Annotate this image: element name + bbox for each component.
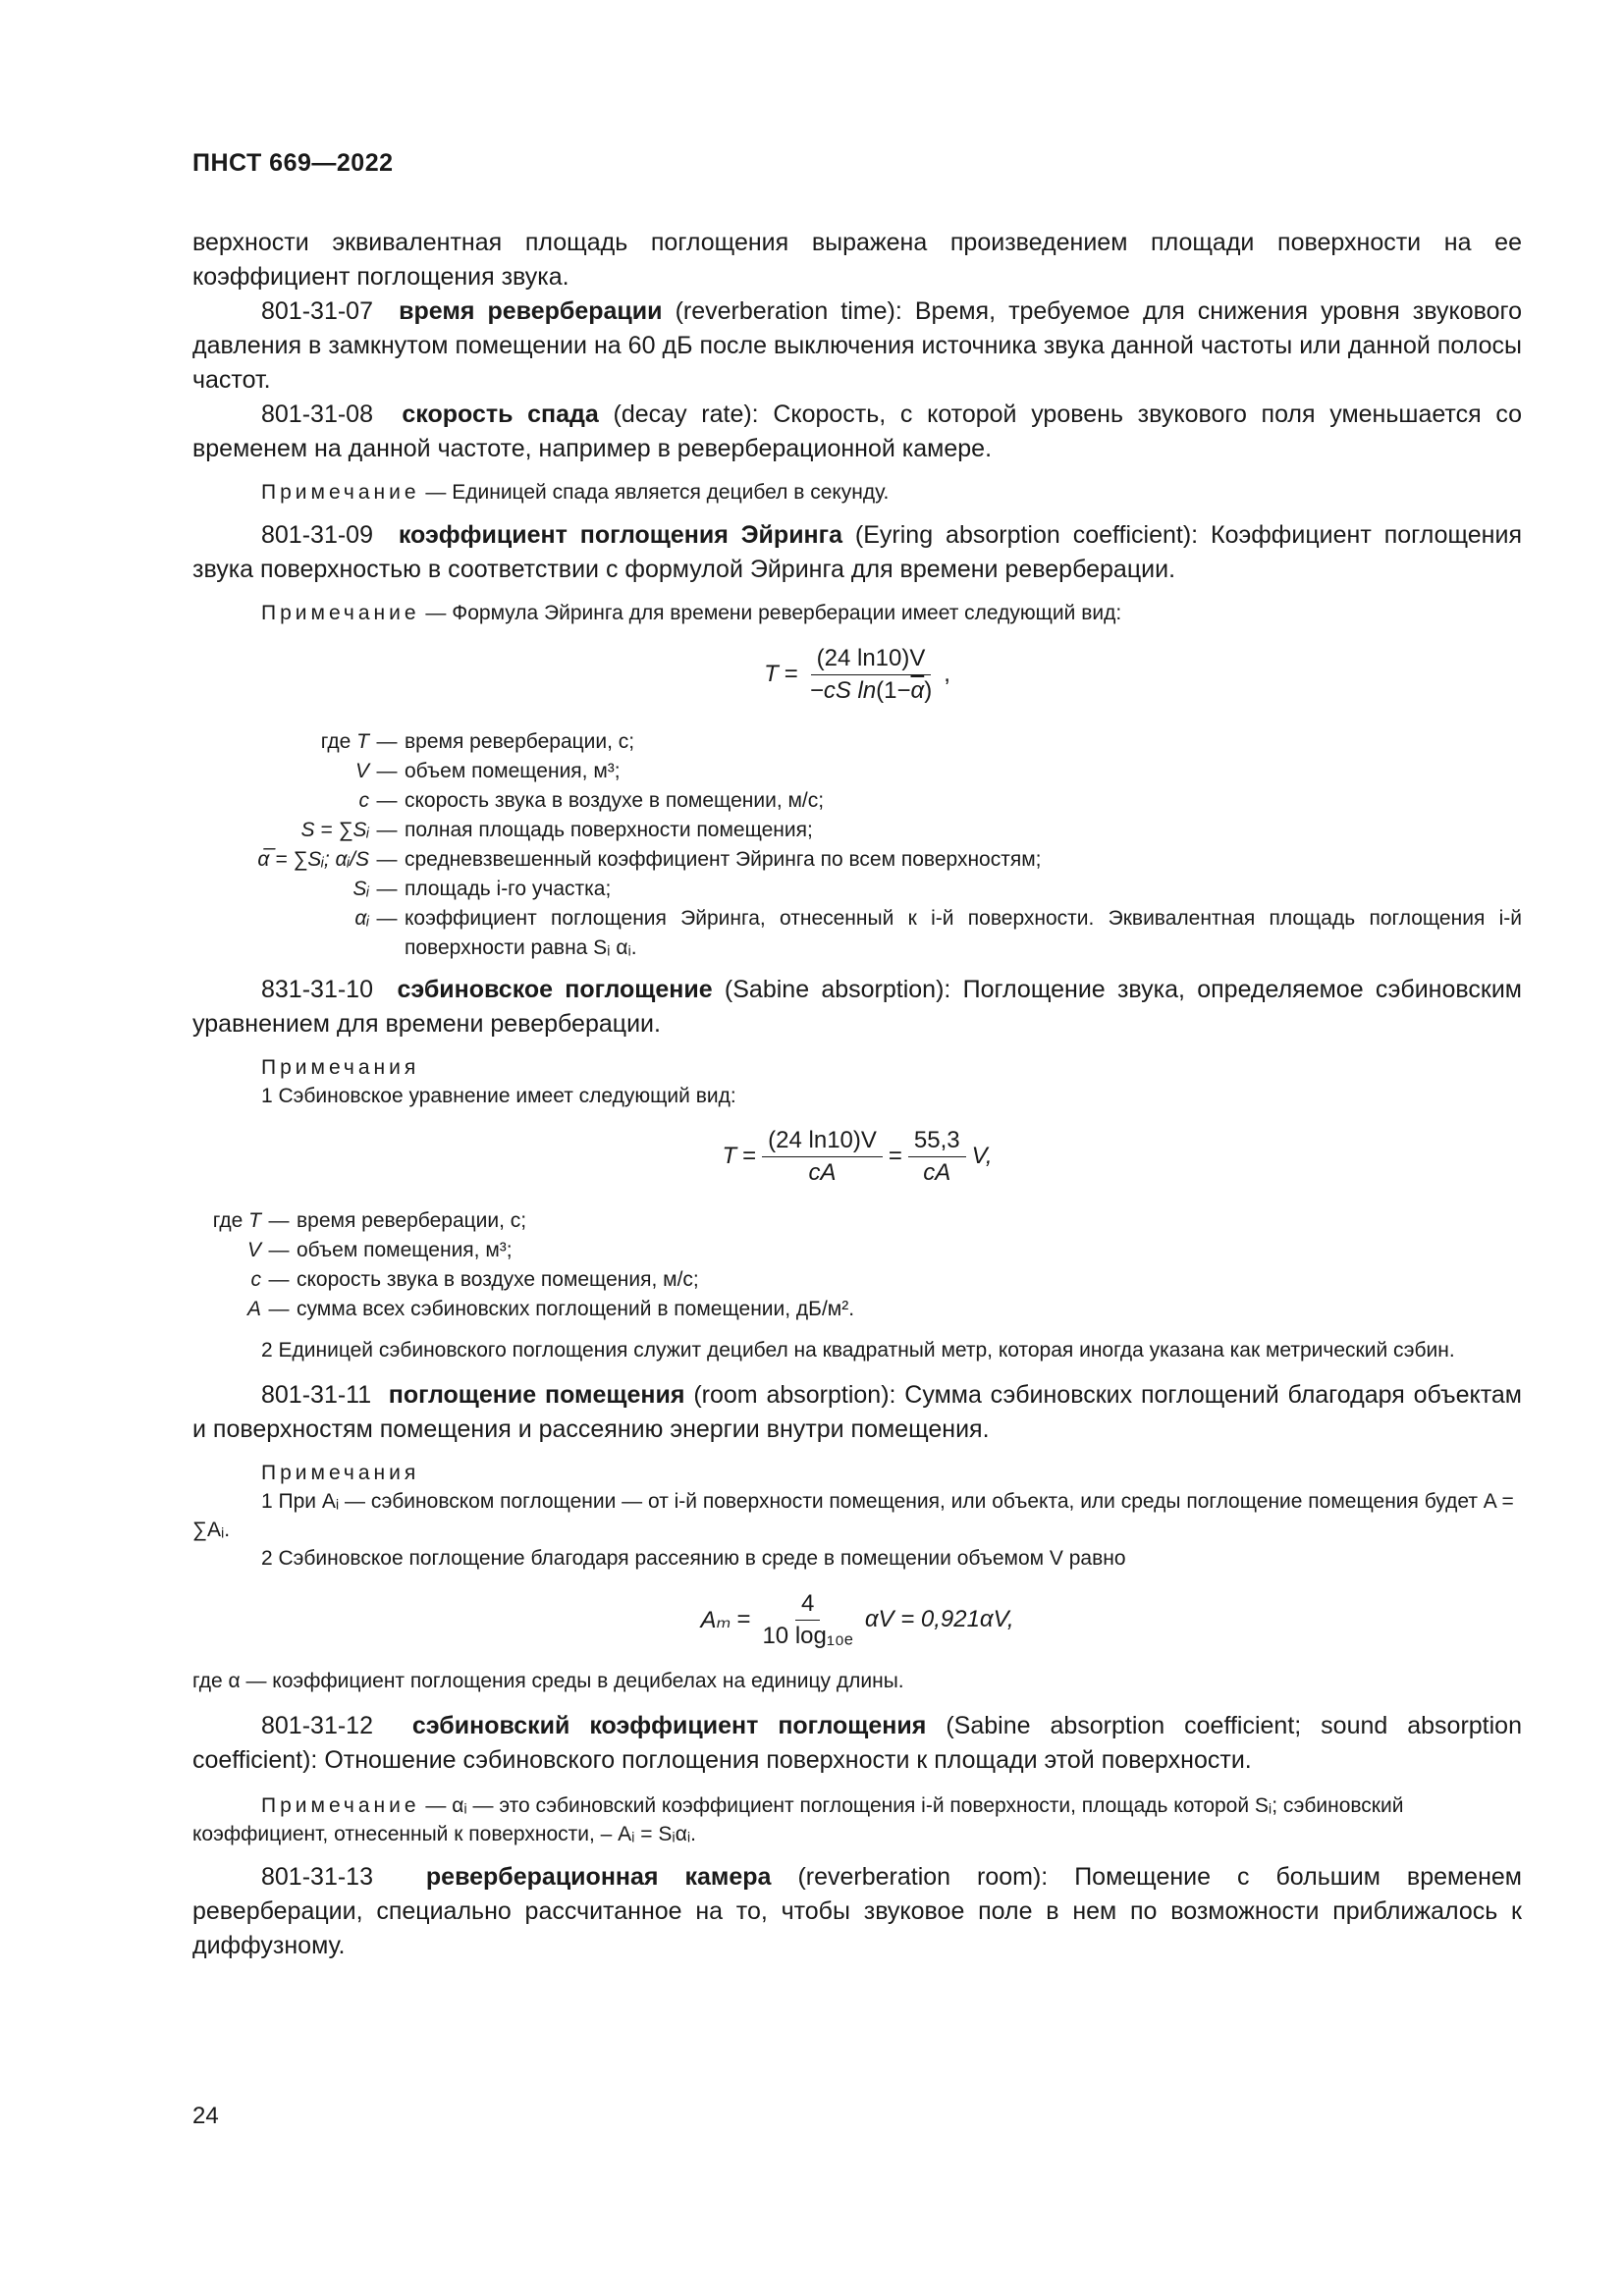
note-sabine-1: 1 Сэбиновское уравнение имеет следующий вид: — [261, 1085, 736, 1107]
definition-row — [173, 816, 1522, 845]
term-text: (Sabine absorption coefficient; sound absorption coefficient): Отношение сэбиновского поглощения поверхности к площади этой поверхности. — [192, 1712, 1522, 1774]
definition-text: коэффициент поглощения Эйринга, отнесенный к i-й поверхности. Эквивалентная площадь поглощения i-й поверхности равна Sᵢ αᵢ. — [405, 907, 1522, 959]
formula-fraction — [804, 645, 938, 705]
note-room-where: где α — коэффициент поглощения среды в децибелах на единицу длины. — [192, 1670, 904, 1692]
page-number: 24 — [192, 2103, 219, 2129]
definition-symbol: S = ∑Sᵢ — [300, 819, 369, 841]
definition-symbol: где T — [320, 730, 369, 753]
term-number: 801-31-12 — [261, 1712, 373, 1739]
definition-symbol: A — [246, 1298, 261, 1320]
definition-dash: — — [376, 789, 398, 812]
definition-row — [173, 845, 1522, 875]
formula-denominator: cA — [808, 1158, 837, 1186]
term-text: (Eyring absorption coefficient): Коэффициент поглощения звука поверхностью в соответствии с формулой Эйринга для времени реверберации. — [192, 521, 1522, 583]
definition-text: сумма всех сэбиновских поглощений в помещении, дБ/м². — [297, 1298, 855, 1320]
formula-tail: , — [944, 661, 950, 687]
definition-row — [192, 1295, 1522, 1324]
definition-row — [173, 904, 1522, 963]
term-title: коэффициент поглощения Эйринга — [398, 521, 842, 549]
note-label: Примечание — [261, 602, 420, 624]
definition-symbol: где T — [212, 1209, 261, 1232]
definition-dash: — — [268, 1239, 290, 1261]
definition-symbol: c — [250, 1268, 261, 1291]
term-title: скорость спада — [402, 400, 599, 428]
term-title: реверберационная камера — [425, 1863, 772, 1891]
note-text: — αᵢ — это сэбиновский коэффициент поглощения i-й поверхности, площадь которой Sᵢ; сэбиновский коэффициент, отнесенный к поверхности, – Aᵢ = Sᵢαᵢ. — [192, 1794, 1404, 1845]
definition-dash: — — [376, 819, 398, 841]
definition-dash: — — [376, 760, 398, 782]
definition-symbol: V — [246, 1239, 261, 1261]
term-number: 801-31-13 — [261, 1863, 373, 1891]
definition-dash: — — [268, 1298, 290, 1320]
term-text: (reverberation room): Помещение с большим временем реверберации, специально рассчитанное на то, чтобы звуковое поле в нем по возможности приближалось к диффузному. — [192, 1863, 1522, 1959]
formula-lhs: Aₘ — [700, 1606, 731, 1633]
note-label: Примечание — [261, 481, 420, 504]
definition-row — [192, 1265, 1522, 1295]
term-text: (decay rate): Скорость, с которой уровень звукового поля уменьшается со временем на данной частоте, например в реверберационной камере. — [192, 400, 1523, 462]
formula-lhs: T — [764, 661, 779, 687]
definition-symbol: c — [358, 789, 369, 812]
formula-numerator: (24 ln10)V — [811, 645, 932, 675]
note-room-1: 1 При Aᵢ — сэбиновском поглощении — от i-й поверхности помещения, или объекта, или среды поглощение помещения будет A = ∑Aᵢ. — [192, 1490, 1514, 1541]
term-801-31-13 — [192, 1860, 1522, 1963]
definition-symbol: αᵢ — [354, 907, 369, 930]
formula-tail: αV = 0,921αV, — [864, 1606, 1014, 1632]
definition-text: объем помещения, м³; — [297, 1239, 513, 1261]
formula-eq: = — [736, 1606, 751, 1632]
definition-row — [192, 1236, 1522, 1265]
formula-fraction-1 — [762, 1127, 883, 1187]
eyring-formula — [192, 635, 1522, 714]
term-831-31-10 — [192, 973, 1522, 1041]
definition-row — [173, 786, 1522, 816]
definition-text: время реверберации, с; — [405, 730, 635, 753]
term-title: сэбиновское поглощение — [397, 976, 713, 1003]
term-number: 831-31-10 — [261, 976, 373, 1003]
notes-label: Примечания — [261, 1056, 420, 1079]
medium-absorption-formula — [192, 1580, 1522, 1659]
formula-eq: = — [784, 661, 798, 687]
term-801-31-09 — [192, 518, 1522, 587]
formula-denominator: cA — [923, 1158, 951, 1186]
note-sabine-coef — [192, 1791, 1522, 1848]
formula-lhs: T — [722, 1143, 737, 1169]
term-number: 801-31-09 — [261, 521, 373, 549]
eyring-definitions — [173, 727, 1522, 963]
term-number: 801-31-11 — [261, 1381, 372, 1409]
definition-text: полная площадь поверхности помещения; — [405, 819, 813, 841]
definition-dash: — — [268, 1268, 290, 1291]
term-801-31-08 — [192, 398, 1522, 466]
term-text: (reverberation time): Время, требуемое для снижения уровня звукового давления в замкнутом помещении на 60 дБ после выключения источника звука данной частоты или данной полосы частот. — [192, 297, 1522, 394]
note-room-2: 2 Сэбиновское поглощение благодаря рассеянию в среде в помещении объемом V равно — [261, 1547, 1126, 1570]
sabine-formula — [192, 1116, 1522, 1197]
definition-text: объем помещения, м³; — [405, 760, 621, 782]
definition-dash: — — [376, 878, 398, 900]
term-title: поглощение помещения — [388, 1381, 685, 1409]
definition-dash: — — [376, 907, 398, 930]
formula-fraction — [756, 1590, 858, 1650]
note-label: Примечание — [261, 1794, 420, 1817]
formula-denominator: −cS $\ln(1-\overline{\alpha})$ — [809, 676, 933, 704]
definition-dash: — — [376, 730, 398, 753]
note-decay — [192, 478, 1522, 507]
term-number: 801-31-08 — [261, 400, 373, 428]
definition-text: скорость звука в воздухе в помещении, м/с; — [405, 789, 825, 812]
definition-row — [192, 1206, 1522, 1236]
definition-row — [173, 875, 1522, 904]
definition-symbol: Sᵢ — [352, 878, 369, 900]
definition-symbol: α̅ = ∑Sᵢ; αᵢ/S — [257, 848, 369, 871]
term-text: (Sabine absorption): Поглощение звука, определяемое сэбиновским уравнением для времени реверберации. — [192, 976, 1522, 1038]
term-text: (room absorption): Сумма сэбиновских поглощений благодаря объектам и поверхностям помещения и рассеянию энергии внутри помещения. — [192, 1381, 1522, 1443]
definition-symbol: V — [354, 760, 369, 782]
formula-eq: = — [742, 1143, 757, 1169]
definition-text: время реверберации, с; — [297, 1209, 527, 1232]
formula-eq-2: = — [888, 1143, 902, 1169]
formula-numerator: (24 ln10)V — [762, 1127, 883, 1157]
term-title: сэбиновский коэффициент поглощения — [411, 1712, 927, 1739]
definition-text: площадь i-го участка; — [405, 878, 612, 900]
note-sabine-2: 2 Единицей сэбиновского поглощения служит децибел на квадратный метр, которая иногда указана как метрический сэбин. — [261, 1339, 1455, 1362]
formula-denominator: 10 log₁₀ₑ — [762, 1622, 853, 1649]
definition-text: средневзвешенный коэффициент Эйринга по всем поверхностям; — [405, 848, 1042, 871]
term-801-31-07 — [192, 294, 1522, 398]
formula-fraction-2 — [908, 1127, 966, 1187]
note-text: — Формула Эйринга для времени реверберации имеет следующий вид: — [425, 602, 1122, 624]
term-801-31-12 — [192, 1709, 1522, 1778]
term-number: 801-31-07 — [261, 297, 373, 325]
term-title: время реверберации — [399, 297, 663, 325]
intro-paragraph: верхности эквивалентная площадь поглощения выражена произведением площади поверхности на ее коэффициент поглощения звука. — [192, 229, 1522, 291]
note-text: — Единицей спада является децибел в секунду. — [425, 481, 890, 504]
document-header: ПНСТ 669—2022 — [192, 149, 394, 177]
definition-dash: — — [376, 848, 398, 871]
note-eyring — [192, 599, 1522, 627]
formula-tail: V, — [971, 1143, 993, 1169]
formula-numerator: 4 — [795, 1590, 820, 1621]
definition-dash: — — [268, 1209, 290, 1232]
definition-text: скорость звука в воздухе помещения, м/с; — [297, 1268, 699, 1291]
definition-row — [173, 727, 1522, 757]
definition-row — [173, 757, 1522, 786]
document-body — [192, 0, 1522, 1963]
term-801-31-11 — [192, 1378, 1522, 1447]
sabine-definitions — [192, 1206, 1522, 1324]
notes-label-2: Примечания — [261, 1462, 420, 1484]
formula-numerator: 55,3 — [908, 1127, 966, 1157]
